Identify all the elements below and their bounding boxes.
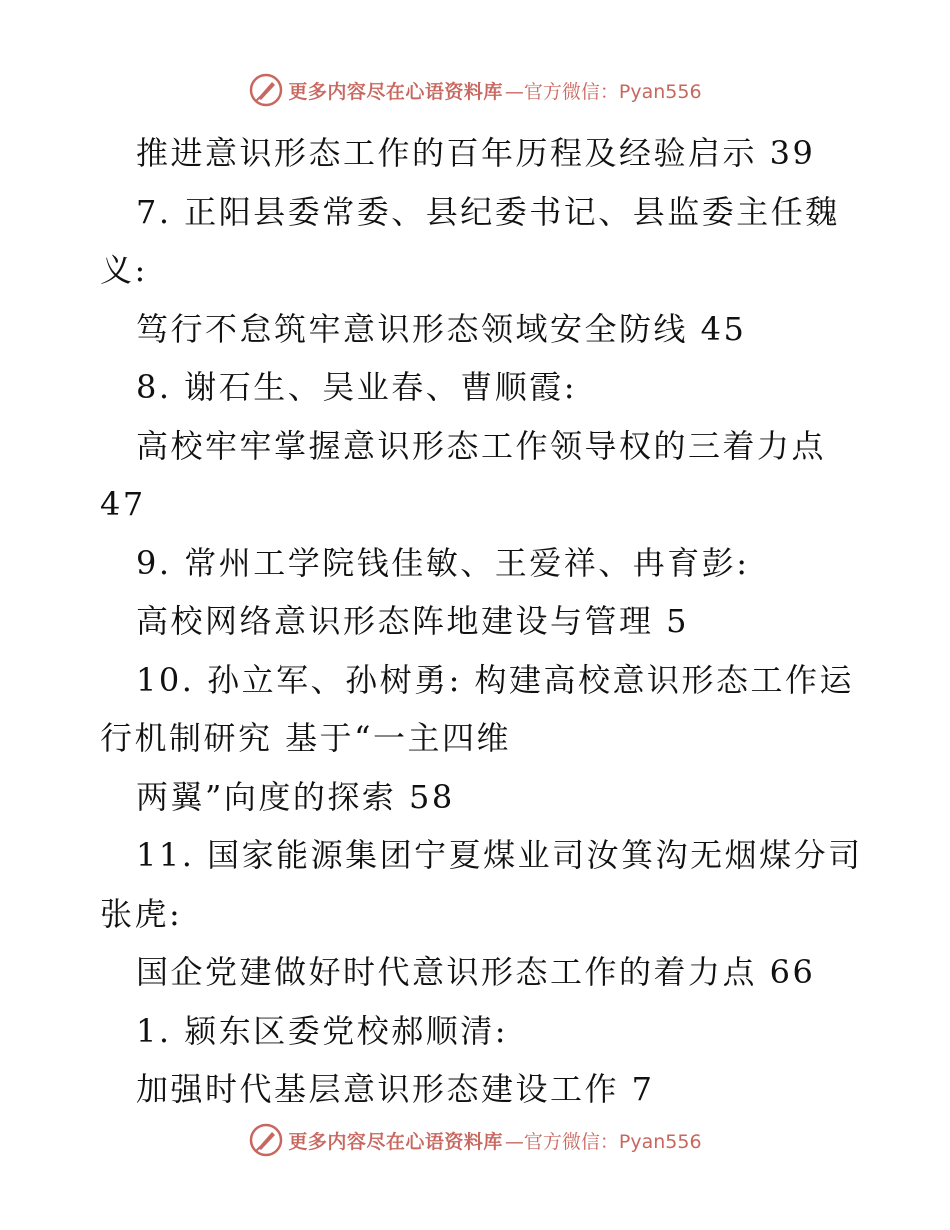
toc-line: 高校牢牢掌握意识形态工作领导权的三着力点	[136, 426, 827, 465]
toc-line: 推进意识形态工作的百年历程及经验启示 39	[136, 134, 816, 172]
toc-line: 笃行不怠筑牢意识形态领域安全防线 45	[136, 309, 747, 348]
watermark-wechat: —官方微信：Pyan556	[504, 80, 702, 103]
toc-line: 11. 国家能源集团宁夏煤业司汝箕沟无烟煤分司	[136, 836, 863, 874]
toc-line: 行机制研究 基于“一主四维	[100, 719, 512, 757]
toc-line: 两翼”向度的探索 58	[136, 777, 455, 816]
toc-line: 国企党建做好时代意识形态工作的着力点 66	[136, 953, 816, 991]
toc-line: 1. 颍东区委党校郝顺清:	[136, 1011, 508, 1050]
toc-line: 高校网络意识形态阵地建设与管理 5	[136, 602, 690, 640]
footer-watermark-banner	[0, 1118, 950, 1162]
watermark-text: 更多内容尽在心语资料库	[288, 1130, 503, 1153]
watermark-text: 更多内容尽在心语资料库	[288, 80, 503, 103]
toc-line: 加强时代基层意识形态建设工作 7	[136, 1070, 655, 1108]
quill-logo-icon	[248, 1122, 284, 1158]
toc-line: 8. 谢石生、吴业春、曹顺霞:	[136, 368, 577, 406]
quill-logo-icon	[248, 72, 284, 108]
header-watermark-banner	[0, 68, 950, 112]
document-body	[100, 124, 863, 1119]
toc-line: 张虎:	[100, 894, 183, 933]
watermark-wechat: —官方微信：Pyan556	[504, 1130, 702, 1153]
toc-line: 9. 常州工学院钱佳敏、王爱祥、冉育彭:	[136, 543, 750, 582]
toc-line: 10. 孙立军、孙树勇: 构建高校意识形态工作运	[136, 660, 855, 699]
toc-line: 义:	[100, 251, 148, 289]
toc-line: 47	[100, 485, 146, 523]
toc-line: 7. 正阳县委常委、县纪委书记、县监委主任魏	[136, 192, 840, 231]
